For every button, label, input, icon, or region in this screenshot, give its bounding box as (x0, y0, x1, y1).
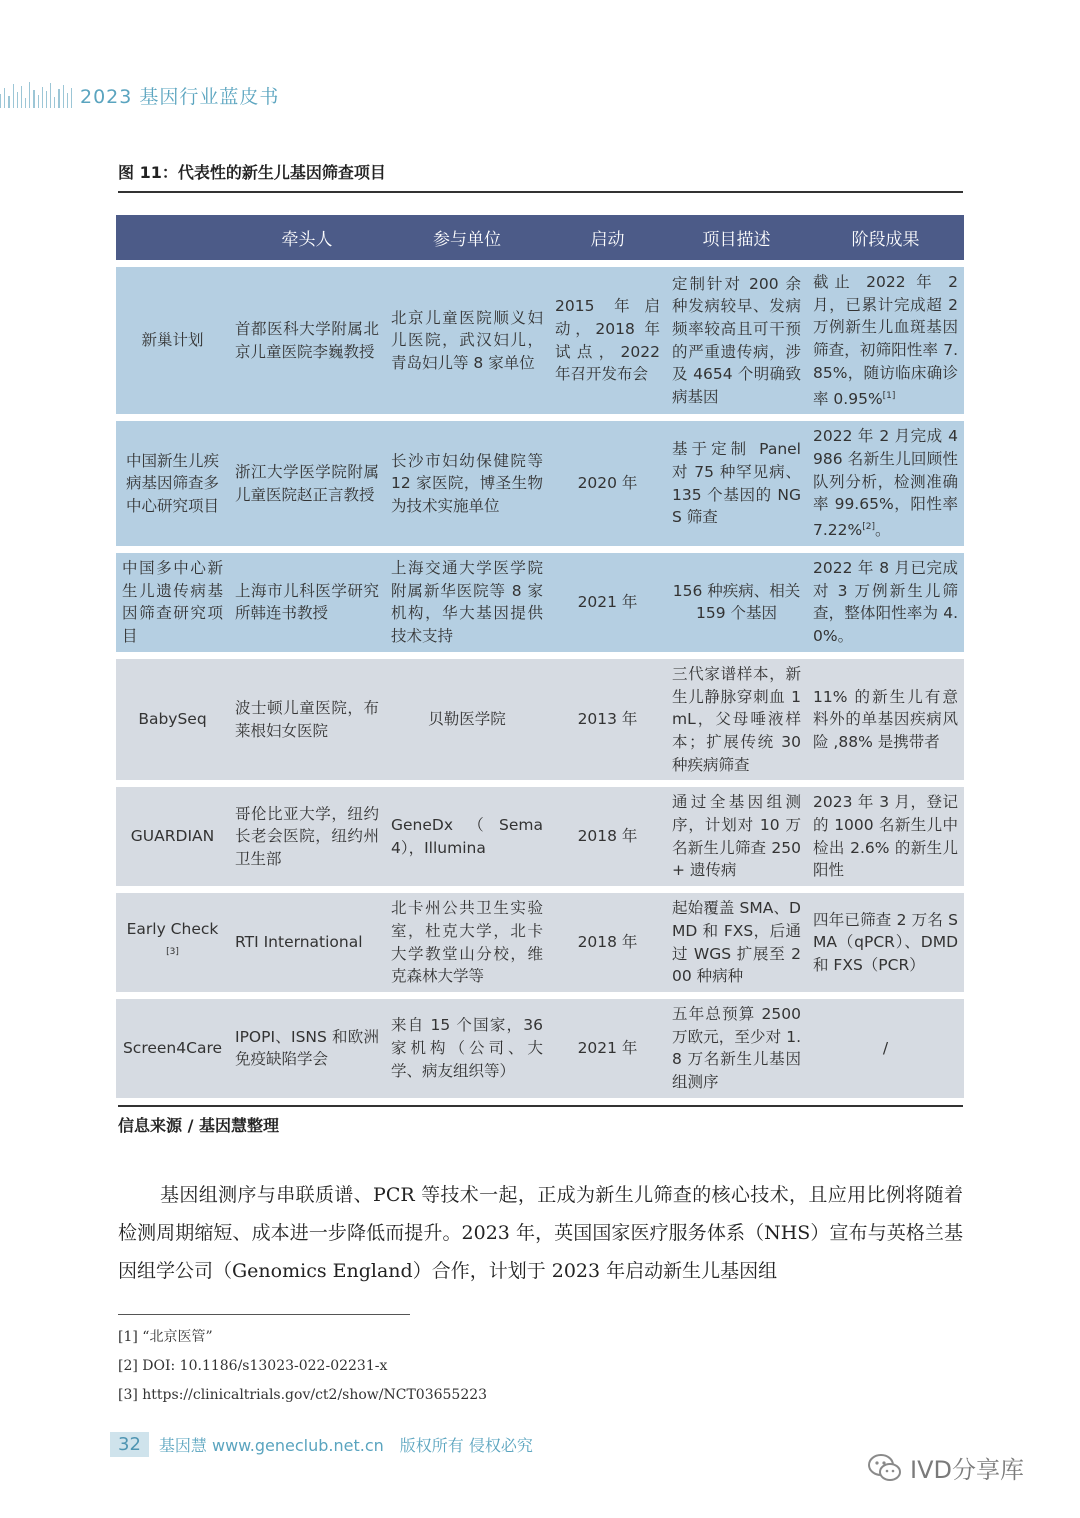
table-header-row (116, 215, 964, 260)
footnotes (118, 1323, 487, 1410)
top-rule (118, 191, 963, 193)
project-desc: 三代家谱样本，新生儿静脉穿刺血 1mL，父母唾液样本；扩展传统 30 种疾病筛查 (666, 659, 807, 781)
project-start: 2020 年 (549, 421, 666, 546)
project-desc: 五年总预算 2500 万欧元，至少对 1.8 万名新生儿基因组测序 (666, 999, 807, 1098)
project-lead: 哥伦比亚大学，纽约长老会医院，纽约州卫生部 (229, 787, 385, 886)
watermark-text: IVD分享库 (910, 1456, 1024, 1484)
footnote: [1] “北京医管” (118, 1329, 213, 1345)
project-name: 中国新生儿疾病基因筛查多中心研究项目 (116, 421, 229, 546)
project-start: 2013 年 (549, 659, 666, 781)
project-name: 新巢计划 (116, 267, 229, 414)
project-lead: IPOPI、ISNS 和欧洲免疫缺陷学会 (229, 999, 385, 1098)
project-result: 2023 年 3 月，登记的 1000 名新生儿中检出 2.6% 的新生儿阳性 (807, 787, 964, 886)
project-units: GeneDx（Sema4），Illumina (385, 787, 549, 886)
header-cell: 启动 (549, 215, 666, 260)
project-desc: 通过全基因组测序，计划对 10 万名新生儿筛查 250+ 遗传病 (666, 787, 807, 886)
project-desc: 156 种疾病、相关 159 个基因 (666, 553, 807, 652)
footnote-ref: [2] (862, 522, 875, 533)
header-bars-decoration (0, 78, 72, 108)
figure-title: 图 11：代表性的新生儿基因筛查项目 (118, 163, 386, 182)
table-row (116, 267, 964, 414)
project-result (807, 267, 964, 414)
name-text: Early Check (126, 920, 219, 939)
table-row (116, 659, 964, 781)
project-result: / (807, 999, 964, 1098)
footnote-ref: [3] (166, 947, 179, 958)
project-lead: 波士顿儿童医院，布莱根妇女医院 (229, 659, 385, 781)
footnote-ref: [1] (882, 390, 896, 401)
source-note: 信息来源 / 基因慧整理 (118, 1116, 279, 1135)
project-desc: 起始覆盖 SMA、DMD 和 FXS，后通过 WGS 扩展至 200 种病种 (666, 893, 807, 992)
table-row (116, 553, 964, 652)
page-footer (110, 1430, 533, 1458)
footer-rights: 版权所有 侵权必究 (399, 1435, 533, 1455)
footnote-link[interactable]: [3] https://clinicaltrials.gov/ct2/show/NCT03655223 (118, 1387, 488, 1403)
project-name: Screen4Care (116, 999, 229, 1098)
table-row (116, 421, 964, 546)
table-row (116, 999, 964, 1098)
project-result: 四年已筛查 2 万名 SMA（qPCR）、DMD 和 FXS（PCR） (807, 893, 964, 992)
footnote-rule (118, 1314, 410, 1315)
project-name: 中国多中心新生儿遗传病基因筛查研究项目 (116, 553, 229, 652)
result-text: 2022 年 2 月完成 4986 名新生儿回顾性队列分析，检测准确率 99.65%，阳性率 7.22% (813, 427, 958, 540)
project-start: 2021 年 (549, 553, 666, 652)
project-units: 上海交通大学医学院附属新华医院等 8 家机构，华大基因提供技术支持 (385, 553, 549, 652)
header-cell (116, 215, 229, 260)
bottom-rule (118, 1105, 963, 1107)
body-paragraph: 基因组测序与串联质谱、PCR 等技术一起，正成为新生儿筛查的核心技术，且应用比例将随着检测周期缩短、成本进一步降低而提升。2023 年，英国国家医疗服务体系（NHS）宣布与英格兰基因组学公司（Genomics England）合作，计划于 2023 年启动新生儿基因组 (118, 1184, 963, 1282)
footnote[interactable]: [2] DOI: 10.1186/s13023-022-02231-x (118, 1358, 388, 1374)
running-header-title: 2023 基因行业蓝皮书 (80, 86, 280, 108)
header-cell: 阶段成果 (807, 215, 964, 260)
header-cell: 牵头人 (229, 215, 385, 260)
project-start: 2015 年启动，2018 年试点，2022 年召开发布会 (549, 267, 666, 414)
project-units: 长沙市妇幼保健院等 12 家医院，博圣生物为技术实施单位 (385, 421, 549, 546)
project-result: 11% 的新生儿有意料外的单基因疾病风险 ,88% 是携带者 (807, 659, 964, 781)
project-name (116, 893, 229, 992)
page-number: 32 (110, 1432, 149, 1457)
watermark (868, 1450, 1024, 1485)
result-tail: 。 (875, 521, 891, 540)
project-result (807, 421, 964, 546)
table-row (116, 787, 964, 886)
footer-site[interactable]: 基因慧 www.geneclub.net.cn (158, 1435, 384, 1455)
screening-projects-table (116, 208, 964, 1105)
result-text: 截止 2022 年 2 月，已累计完成超 2 万例新生儿血斑基因筛查，初筛阳性率 7.85%，随访临床确诊率 0.95% (813, 273, 958, 408)
project-name: BabySeq (116, 659, 229, 781)
project-lead: 上海市儿科医学研究所韩连书教授 (229, 553, 385, 652)
project-lead: 首都医科大学附属北京儿童医院李巍教授 (229, 267, 385, 414)
project-result: 2022 年 8 月已完成对 3 万例新生儿筛查，整体阳性率为 4.0%。 (807, 553, 964, 652)
project-start: 2018 年 (549, 893, 666, 992)
project-start: 2018 年 (549, 787, 666, 886)
project-desc: 基于定制 Panel 对 75 种罕见病、135 个基因的 NGS 筛查 (666, 421, 807, 546)
project-units: 北京儿童医院顺义妇儿医院，武汉妇儿，青岛妇儿等 8 家单位 (385, 267, 549, 414)
project-units: 来自 15 个国家，36 家机构（公司、大学、病友组织等） (385, 999, 549, 1098)
project-desc: 定制针对 200 余种发病较早、发病频率较高且可干预的严重遗传病，涉及 4654 个明确致病基因 (666, 267, 807, 414)
project-units: 贝勒医学院 (385, 659, 549, 781)
wechat-icon (868, 1453, 902, 1483)
table-row (116, 893, 964, 992)
project-units: 北卡州公共卫生实验室，杜克大学，北卡大学教堂山分校，维克森林大学等 (385, 893, 549, 992)
project-lead: 浙江大学医学院附属儿童医院赵正言教授 (229, 421, 385, 546)
header-cell: 参与单位 (385, 215, 549, 260)
project-start: 2021 年 (549, 999, 666, 1098)
header-cell: 项目描述 (666, 215, 807, 260)
project-lead: RTI International (229, 893, 385, 992)
project-name: GUARDIAN (116, 787, 229, 886)
